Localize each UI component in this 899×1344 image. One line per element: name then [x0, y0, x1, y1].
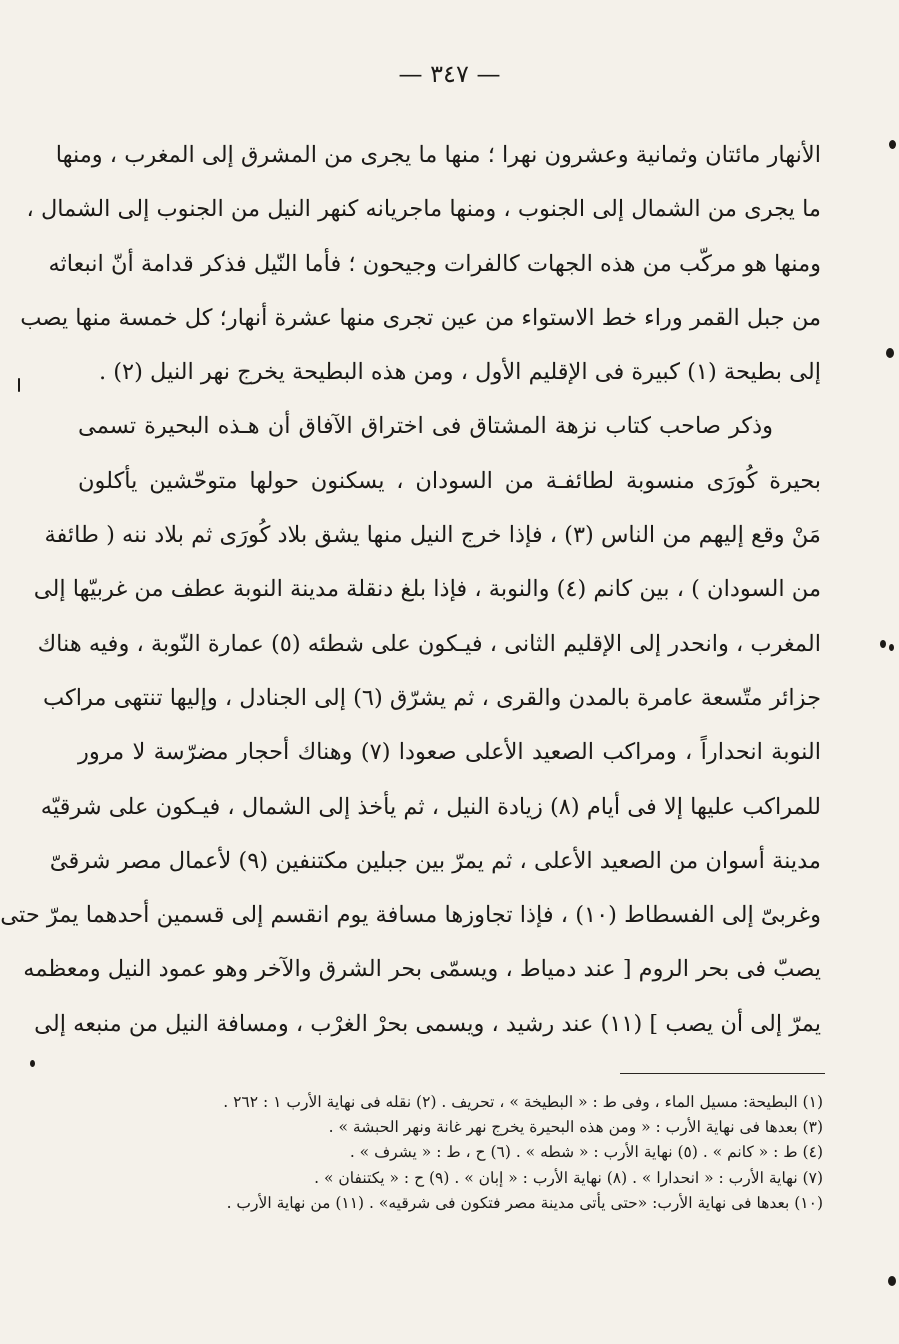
text-line: النوبة انحداراً ، ومراكب الصعيد الأعلى صعودا (٧) وهناك أحجار مضرّسة لا مرور — [78, 739, 821, 766]
footnote-line: (٤) ط : « كانم » . (٥) نهاية الأرب : « شطه » . (٦) ح ، ط : « يشرف » . — [349, 1143, 823, 1162]
scan-speck — [888, 1276, 896, 1286]
text-line: من جبل القمر وراء خط الاستواء من عين تجرى منها عشرة أنهار؛ كل خمسة منها يصب — [20, 304, 821, 331]
text-line: ومنها هو مركّب من هذه الجهات كالفرات وجيحون ؛ فأما النّيل فذكر قدامة أنّ انبعاثه — [48, 250, 821, 277]
text-line: مدينة أسوان من الصعيد الأعلى ، ثم يمرّ بين جبلين مكتنفين (٩) لأعمال مصر شرقىّ — [49, 847, 821, 874]
footnote-line: (٧) نهاية الأرب : « انحدارا » . (٨) نهاية الأرب : « إبان » . (٩) ح : « يكتنفان » . — [314, 1168, 823, 1187]
text-line: للمراكب عليها إلا فى أيام (٨) زيادة النيل ، ثم يأخذ إلى الشمال ، فيـكون على شرقيّه — [40, 793, 821, 820]
scan-speck — [18, 378, 20, 392]
text-line: بحيرة كُورَى منسوبة لطائفـة من السودان ، يسكنون حولها متوحّشين يأكلون — [78, 467, 821, 494]
text-line: المغرب ، وانحدر إلى الإقليم الثانى ، فيـكون على شطئه (٥) عمارة النّوبة ، وفيه هناك — [37, 630, 821, 657]
footnote-line: (٣) بعدها فى نهاية الأرب : « ومن هذه البحيرة يخرج نهر غانة ونهر الحبشة » . — [328, 1118, 823, 1137]
text-line: وذكر صاحب كتاب نزهة المشتاق فى اختراق الآفاق أن هـذه البحيرة تسمى — [78, 413, 773, 440]
scan-speck — [880, 640, 886, 648]
footnote-line: (١) البطيحة: مسيل الماء ، وفى ط : « البطيخة » ، تحريف . (٢) نقله فى نهاية الأرب ١ : ٢٦٢ . — [223, 1093, 823, 1111]
footnotes — [78, 1090, 823, 1216]
text-line: وغربىّ إلى الفسطاط (١٠) ، فإذا تجاوزها مسافة يوم انقسم إلى قسمين أحدهما يمرّ حتى — [0, 902, 821, 929]
scan-speck — [889, 140, 896, 149]
scan-speck — [886, 348, 894, 358]
text-line: يمرّ إلى أن يصب ] (١١) عند رشيد ، ويسمى بحرْ الغرْب ، ومسافة النيل من منبعه إلى — [34, 1010, 821, 1037]
text-line: جزائر متّسعة عامرة بالمدن والقرى ، ثم يشرّق (٦) إلى الجنادل ، وإليها تنتهى مراكب — [42, 684, 821, 711]
text-line: الأنهار مائتان وثمانية وعشرون نهرا ؛ منها ما يجرى من المشرق إلى المغرب ، ومنها — [55, 142, 821, 168]
text-line: مَنْ وقع إليهم من الناس (٣) ، فإذا خرج النيل منها يشق بلاد كُورَى ثم بلاد ننه ( طائفة — [44, 522, 821, 549]
text-line: إلى بطيحة (١) كبيرة فى الإقليم الأول ، ومن هذه البطيحة يخرج نهر النيل (٢) . — [98, 359, 821, 386]
footnote-line: (١٠) بعدها فى نهاية الأرب: «حتى يأتى مدينة مصر فتكون فى شرقيه» . (١١) من نهاية الأرب . — [226, 1193, 823, 1212]
page-number: — ٣٤٧ — — [398, 60, 501, 88]
scan-speck — [889, 644, 894, 651]
footnote-divider — [620, 1073, 825, 1074]
scan-speck — [30, 1060, 35, 1067]
text-line: من السودان ) ، بين كانم (٤) والنوبة ، فإذا بلغ دنقلة مدينة النوبة عطف من غربيّها إلى — [33, 576, 821, 603]
main-text — [0, 128, 821, 1051]
text-line: ما يجرى من الشمال إلى الجنوب ، ومنها ماجريانه كنهر النيل من الجنوب إلى الشمال ، — [26, 196, 821, 223]
text-line: يصبّ فى بحر الروم [ عند دمياط ، ويسمّى بحر الشرق والآخر وهو عمود النيل ومعظمه — [23, 956, 821, 983]
